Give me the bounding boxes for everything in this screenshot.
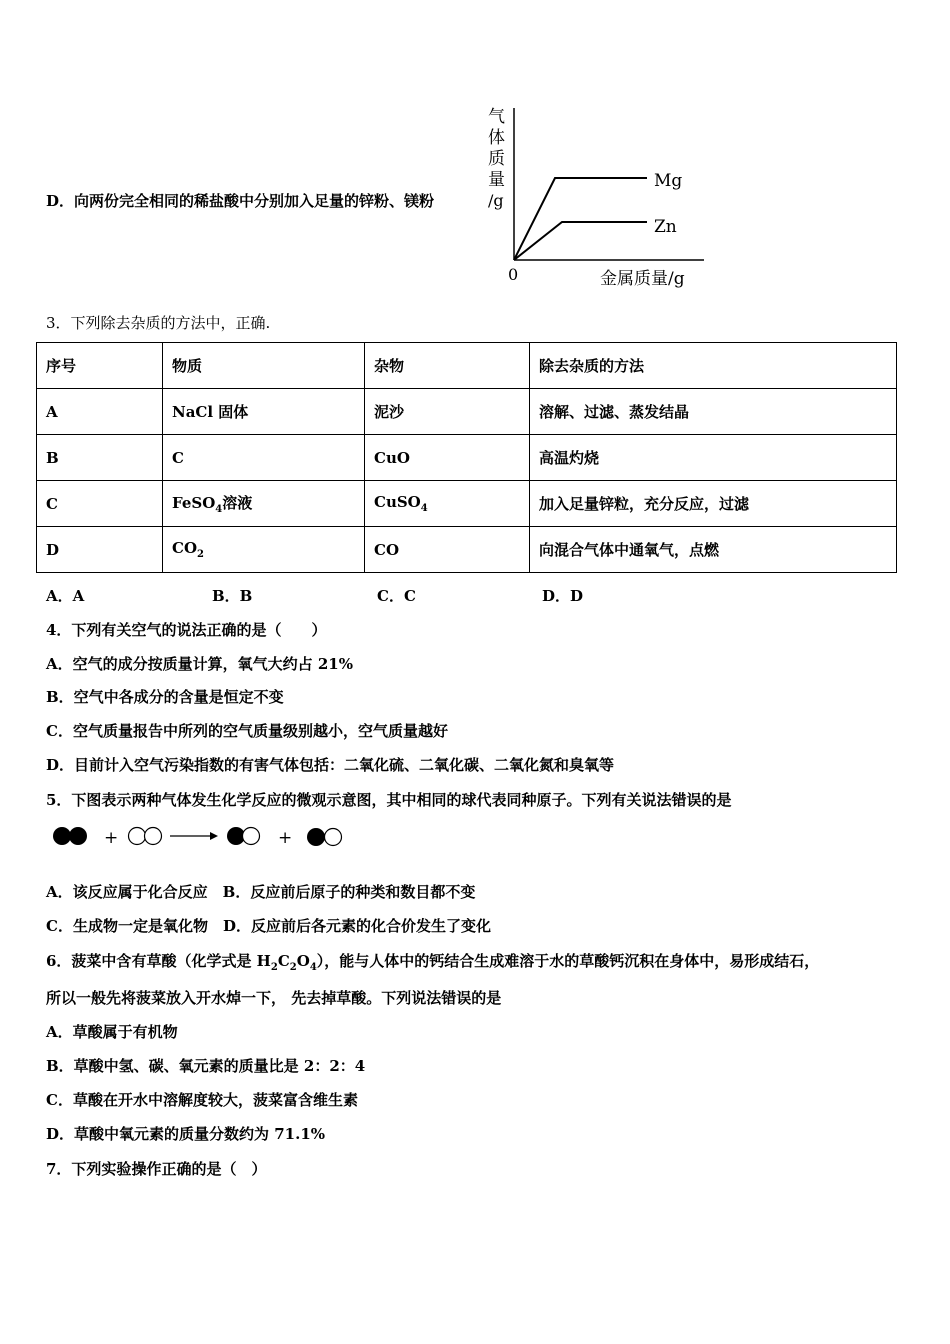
row-impurity: CuSO$_4$: [365, 481, 530, 527]
q4-option: B．空气中各成分的含量是恒定不变: [46, 688, 284, 706]
y-label-char: 气: [488, 107, 505, 127]
table-row: [37, 389, 897, 435]
row-id: B: [37, 435, 163, 481]
q5-reaction-diagram: [52, 822, 352, 852]
white-atom: [129, 828, 146, 845]
black-atom: [53, 827, 71, 845]
row-substance: C: [163, 435, 365, 481]
row-method: 加入足量锌粒，充分反应，过滤: [530, 481, 897, 527]
q6-option: D．草酸中氧元素的质量分数约为 71.1%: [46, 1125, 326, 1143]
q6-option: A．草酸属于有机物: [46, 1023, 178, 1041]
table-header-cell: 物质: [163, 343, 365, 389]
y-label-char: 量: [488, 170, 505, 190]
black-atom: [69, 827, 87, 845]
table-row: [37, 481, 897, 527]
table-row: [37, 435, 897, 481]
row-id: C: [37, 481, 163, 527]
q2-option-d: D．向两份完全相同的稀盐酸中分别加入足量的锌粉、镁粉: [46, 192, 435, 210]
q7-stem: 7．下列实验操作正确的是（ ）: [46, 1160, 267, 1178]
q3-table: [36, 342, 897, 573]
q5-options-line2: C．生成物一定是氧化物 D．反应前后各元素的化合价发生了变化: [46, 917, 491, 935]
row-method: 溶解、过滤、蒸发结晶: [530, 389, 897, 435]
q6-option: B．草酸中氢、碳、氧元素的质量比是 2：2：4: [46, 1057, 366, 1075]
row-substance: NaCl 固体: [163, 389, 365, 435]
y-label-char: /g: [488, 191, 504, 210]
table-header-cell: 杂物: [365, 343, 530, 389]
table-header-cell: 序号: [37, 343, 163, 389]
table-header-row: [37, 343, 897, 389]
q6-stem: 6．菠菜中含有草酸（化学式是 $H_2C_2O_4$），能与人体中的钙结合生成难溶于水的草酸钙沉积在身体中，易形成结石，: [46, 952, 820, 973]
arrow-head: [210, 832, 218, 840]
y-label-char: 体: [488, 128, 505, 148]
x-axis-label: 金属质量/g: [600, 269, 685, 289]
white-atom: [325, 829, 342, 846]
white-atom: [145, 828, 162, 845]
q6-stem-line2: 所以一般先将菠菜放入开水焯一下， 先去掉草酸。下列说法错误的是: [46, 989, 502, 1007]
black-atom: [307, 828, 325, 846]
q3-option: B．B: [212, 587, 253, 605]
table-header-cell: 除去杂质的方法: [530, 343, 897, 389]
q4-option: A．空气的成分按质量计算，氧气大约占 21%: [46, 655, 353, 673]
q6-option: C．草酸在开水中溶解度较大，菠菜富含维生素: [46, 1091, 358, 1109]
row-method: 向混合气体中通氧气，点燃: [530, 527, 897, 573]
q5-stem: 5．下图表示两种气体发生化学反应的微观示意图，其中相同的球代表同种原子。下列有关说法错误的是: [46, 791, 732, 809]
mg-label: Mg: [654, 171, 683, 191]
origin-label: 0: [508, 265, 519, 284]
row-impurity: 泥沙: [365, 389, 530, 435]
row-id: A: [37, 389, 163, 435]
row-substance: FeSO$_4$溶液: [163, 481, 365, 527]
q2-graph: [482, 100, 712, 295]
q3-stem: 3．下列除去杂质的方法中，正确.: [46, 314, 271, 332]
q3-option: D．D: [542, 587, 584, 605]
white-atom: [243, 828, 260, 845]
row-impurity: CO: [365, 527, 530, 573]
row-substance: $CO_2$: [163, 527, 365, 573]
mg-line: [514, 178, 647, 260]
plus-sign: +: [278, 828, 293, 848]
q3-option: A．A: [46, 587, 85, 605]
table-row: [37, 527, 897, 573]
plus-sign: +: [104, 828, 119, 848]
zn-label: Zn: [654, 217, 677, 237]
row-id: D: [37, 527, 163, 573]
q5-options-line1: A．该反应属于化合反应 B．反应前后原子的种类和数目都不变: [46, 883, 476, 901]
q3-option: C．C: [377, 587, 416, 605]
y-label-char: 质: [488, 149, 505, 169]
zn-line: [514, 222, 647, 260]
q4-option: D．目前计入空气污染指数的有害气体包括：二氧化硫、二氧化碳、二氧化氮和臭氧等: [46, 756, 615, 774]
q4-option: C．空气质量报告中所列的空气质量级别越小，空气质量越好: [46, 722, 448, 740]
row-method: 高温灼烧: [530, 435, 897, 481]
q4-stem: 4．下列有关空气的说法正确的是（ ）: [46, 621, 327, 639]
row-impurity: CuO: [365, 435, 530, 481]
